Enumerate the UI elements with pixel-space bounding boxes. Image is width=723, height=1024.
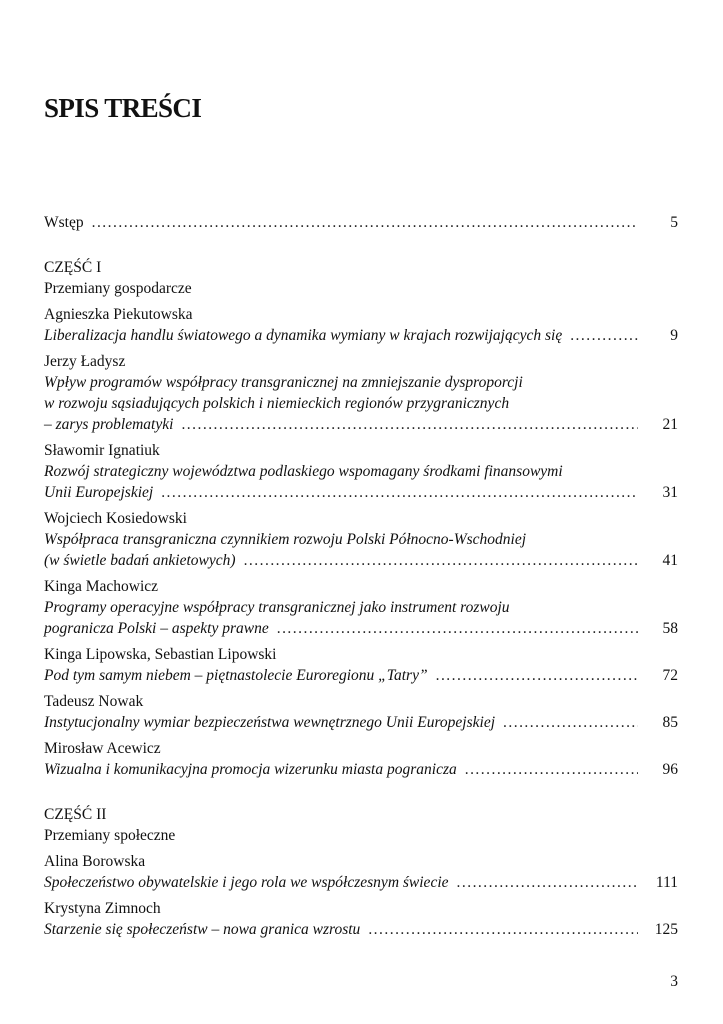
toc-entry-author: Kinga Lipowska, Sebastian Lipowski	[44, 646, 277, 663]
toc-entry-title-line: Współpraca transgraniczna czynnikiem rozwoju Polski Północno-Wschodniej	[44, 531, 527, 548]
toc-entry-title-line: Społeczeństwo obywatelskie i jego rola we współczesnym świecie	[44, 874, 449, 891]
toc-entry-title-row	[44, 618, 678, 639]
dot-leader	[436, 665, 638, 686]
toc-entry[interactable]	[44, 851, 678, 893]
toc-entry-page: 31	[662, 484, 678, 501]
toc-entry-title-row	[44, 665, 678, 686]
toc-part-name: Przemiany gospodarcze	[44, 280, 192, 297]
page-title: SPIS TREŚCI	[44, 93, 202, 123]
toc-entry-title-line: (w świetle badań ankietowych)	[44, 552, 236, 569]
footer-page-number: 3	[670, 973, 678, 990]
toc-entry-title-line: Starzenie się społeczeństw – nowa granica wzrostu	[44, 921, 361, 938]
dot-leader	[465, 759, 638, 780]
dot-leader	[503, 712, 638, 733]
toc-entry-author: Mirosław Acewicz	[44, 740, 161, 757]
toc-entry-title-line: Unii Europejskiej	[44, 484, 154, 501]
dot-leader	[570, 325, 638, 346]
toc-entry-title-line: Programy operacyjne współpracy transgranicznej jako instrument rozwoju	[44, 599, 510, 616]
toc-entry-author: Sławomir Ignatiuk	[44, 442, 160, 459]
toc-entry-title-row	[44, 550, 678, 571]
toc-entry[interactable]	[44, 440, 678, 503]
toc-entry-title-line: Rozwój strategiczny województwa podlaskiego wspomagany środkami finansowymi	[44, 463, 563, 480]
toc-intro-title: Wstęp	[44, 214, 84, 231]
toc-entry-page: 41	[662, 552, 678, 569]
toc-entry[interactable]	[44, 351, 678, 435]
toc-entry-title-row	[44, 919, 678, 940]
toc-entry-title-line: Wpływ programów współpracy transgranicznej na zmniejszanie dysproporcji	[44, 374, 523, 391]
toc-entry-page: 9	[670, 327, 678, 344]
toc-entry-author: Krystyna Zimnoch	[44, 900, 161, 917]
toc-entry-author: Kinga Machowicz	[44, 578, 159, 595]
toc-entry-author: Wojciech Kosiedowski	[44, 510, 187, 527]
toc-entry-title-line: pogranicza Polski – aspekty prawne	[44, 620, 269, 637]
toc-entry-page: 125	[654, 921, 678, 938]
toc-entry-author: Tadeusz Nowak	[44, 693, 144, 710]
dot-leader	[244, 550, 638, 571]
toc-part-name: Przemiany społeczne	[44, 827, 176, 844]
toc-entry[interactable]	[44, 576, 678, 639]
toc-entry-author: Alina Borowska	[44, 853, 146, 870]
toc-entry-title-line: w rozwoju sąsiadujących polskich i niemieckich regionów przygranicznych	[44, 395, 510, 412]
toc-part-label: CZĘŚĆ I	[44, 259, 102, 276]
toc-entry-title-line: Wizualna i komunikacyjna promocja wizerunku miasta pogranicza	[44, 761, 457, 778]
toc-entry-title-line: – zarys problematyki	[44, 416, 174, 433]
dot-leader	[92, 212, 638, 233]
toc-entry-author: Jerzy Ładysz	[44, 353, 126, 370]
toc-entry[interactable]	[44, 508, 678, 571]
toc-intro-page: 5	[670, 214, 678, 231]
dot-leader	[181, 414, 638, 435]
toc-entry-title-row	[44, 712, 678, 733]
dot-leader	[368, 919, 638, 940]
toc-part	[44, 804, 678, 940]
toc-entry[interactable]	[44, 898, 678, 940]
toc-entry-title-row	[44, 759, 678, 780]
toc-entry-title-row	[44, 414, 678, 435]
dot-leader	[161, 482, 638, 503]
toc-entry[interactable]	[44, 644, 678, 686]
toc-part-label: CZĘŚĆ II	[44, 806, 107, 823]
toc-entry-page: 85	[662, 714, 678, 731]
table-of-contents	[44, 212, 678, 940]
dot-leader	[457, 872, 638, 893]
toc-entry-page: 72	[662, 667, 678, 684]
toc-part	[44, 257, 678, 780]
toc-entry-page: 58	[662, 620, 678, 637]
toc-entry-page: 96	[662, 761, 678, 778]
toc-entry-author: Agnieszka Piekutowska	[44, 306, 193, 323]
toc-entry-title-line: Instytucjonalny wymiar bezpieczeństwa wewnętrznego Unii Europejskiej	[44, 714, 496, 731]
toc-entry[interactable]	[44, 738, 678, 780]
toc-entry[interactable]	[44, 304, 678, 346]
toc-entry-title-line: Liberalizacja handlu światowego a dynamika wymiany w krajach rozwijających się	[44, 327, 563, 344]
toc-entry-title-row	[44, 872, 678, 893]
toc-entry[interactable]	[44, 691, 678, 733]
toc-entry-page: 21	[662, 416, 678, 433]
toc-entry-title-row	[44, 325, 678, 346]
toc-intro-entry[interactable]	[44, 212, 678, 233]
toc-entry-page: 111	[655, 874, 678, 891]
toc-entry-title-line: Pod tym samym niebem – piętnastolecie Euroregionu „Tatry”	[44, 667, 428, 684]
toc-entry-title-row	[44, 482, 678, 503]
dot-leader	[277, 618, 638, 639]
